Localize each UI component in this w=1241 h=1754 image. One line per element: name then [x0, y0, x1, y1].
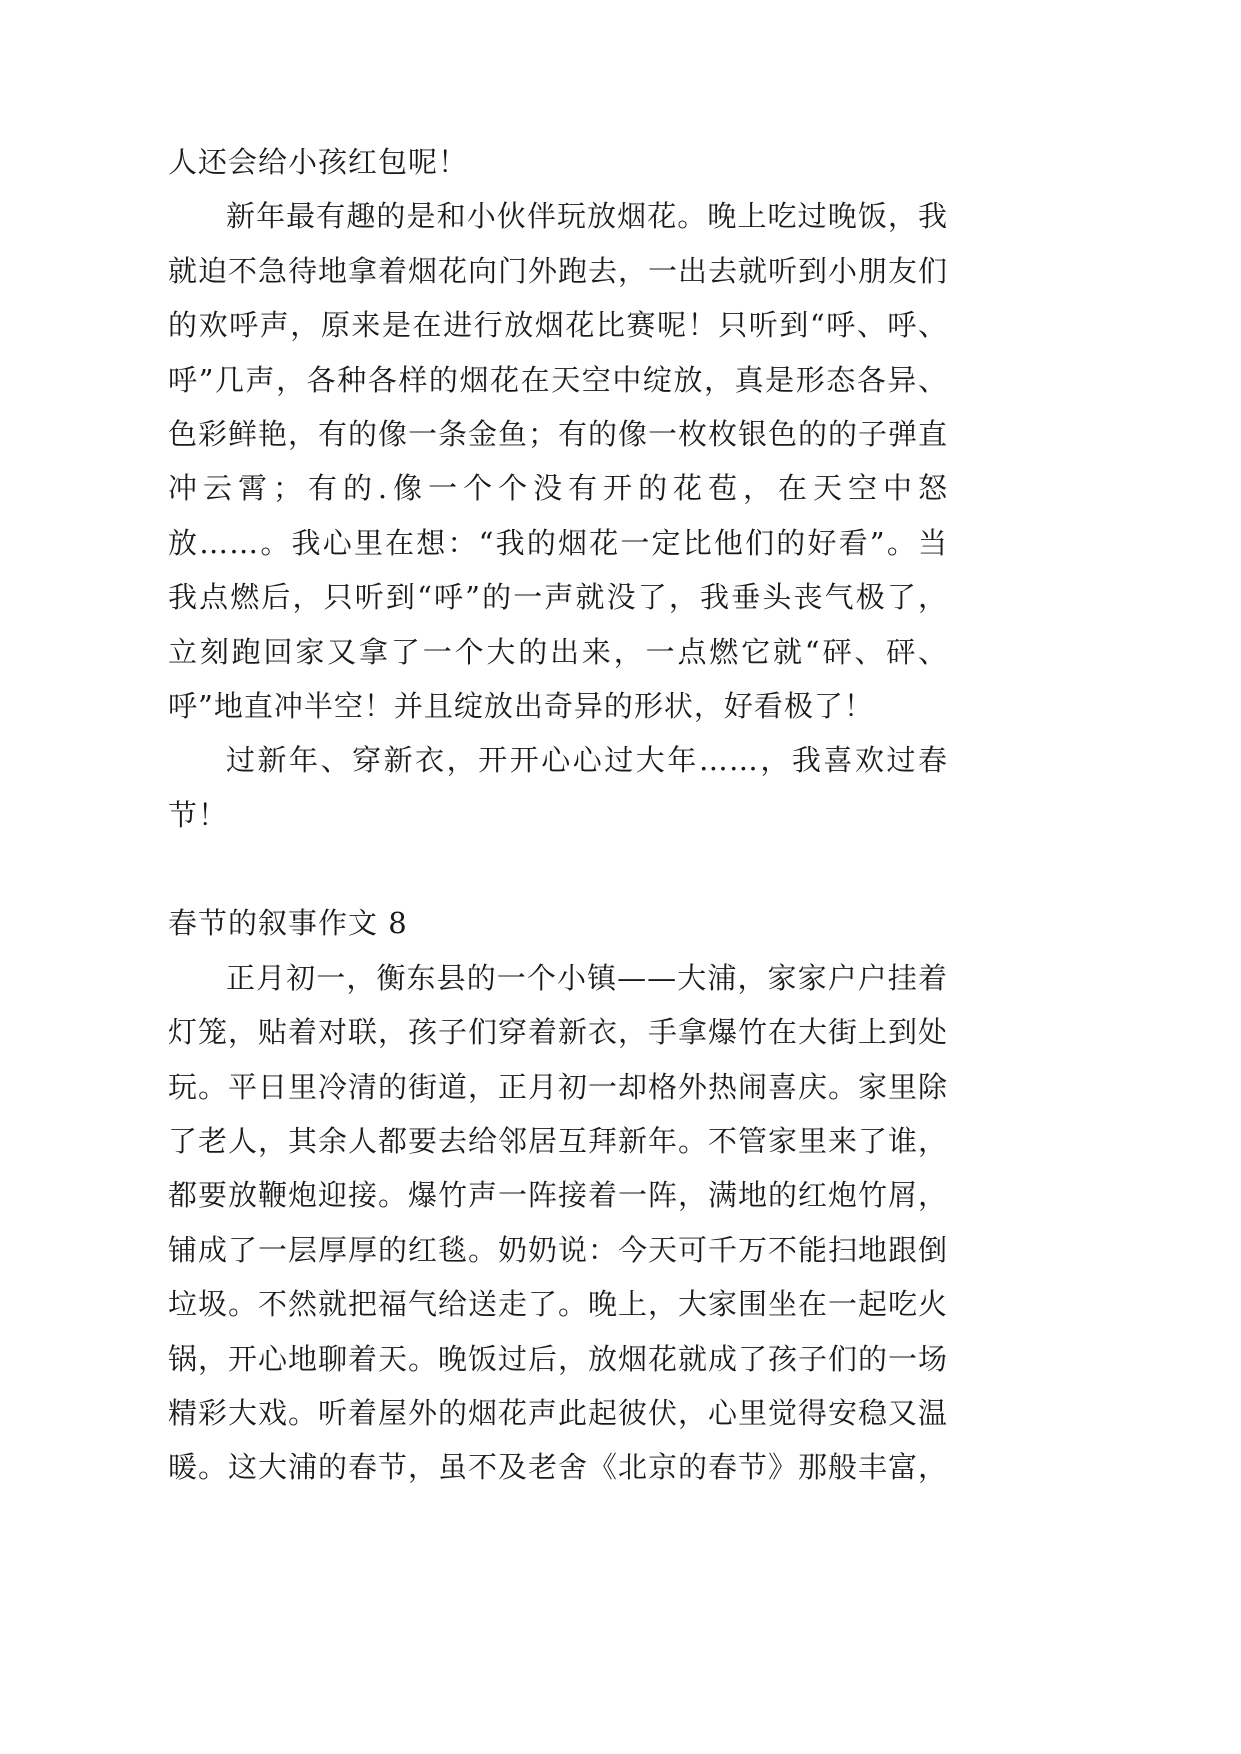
- section-title: 春节的叙事作文 8: [168, 906, 408, 941]
- paragraph-fireworks: 新年最有趣的是和小伙伴玩放烟花。晚上吃过晚饭，我就迫不急待地拿着烟花向门外跑去，一出去就听到小朋友们的欢呼声，原来是在进行放烟花比赛呢！只听到“呼、呼、呼”几声，各种各样的烟花在天空中绽放，真是形态各异、色彩鲜艳，有的像一条金鱼；有的像一枚枚银色的的子弹直冲云霄；有的.像一个个没有开的花苞，在天空中怒放……。我心里在想：“我的烟花一定比他们的好看”。当我点燃后，只听到“呼”的一声就没了，我垂头丧气极了，立刻跑回家又拿了一个大的出来，一点燃它就“砰、砰、呼”地直冲半空！并且绽放出奇异的形状，好看极了！: [168, 199, 949, 724]
- paragraph-continuation: 人还会给小孩红包呢！: [168, 145, 469, 179]
- document-page: [168, 135, 948, 1495]
- paragraph-dapu: 正月初一，衡东县的一个小镇——大浦，家家户户挂着灯笼，贴着对联，孩子们穿着新衣，手拿爆竹在大街上到处玩。平日里冷清的街道，正月初一却格外热闹喜庆。家里除了老人，其余人都要去给邻居互拜新年。不管家里来了谁，都要放鞭炮迎接。爆竹声一阵接着一阵，满地的红炮竹屑，铺成了一层厚厚的红毯。奶奶说：今天可千万不能扫地跟倒垃圾。不然就把福气给送走了。晚上，大家围坐在一起吃火锅，开心地聊着天。晚饭过后，放烟花就成了孩子们的一场精彩大戏。听着屋外的烟花声此起彼伏，心里觉得安稳又温暖。这大浦的春节，虽不及老舍《北京的春节》那般丰富，: [168, 960, 949, 1485]
- section-gap: [168, 842, 948, 896]
- paragraph-closing: 过新年、穿新衣，开开心心过大年……，我喜欢过春节！: [168, 743, 948, 832]
